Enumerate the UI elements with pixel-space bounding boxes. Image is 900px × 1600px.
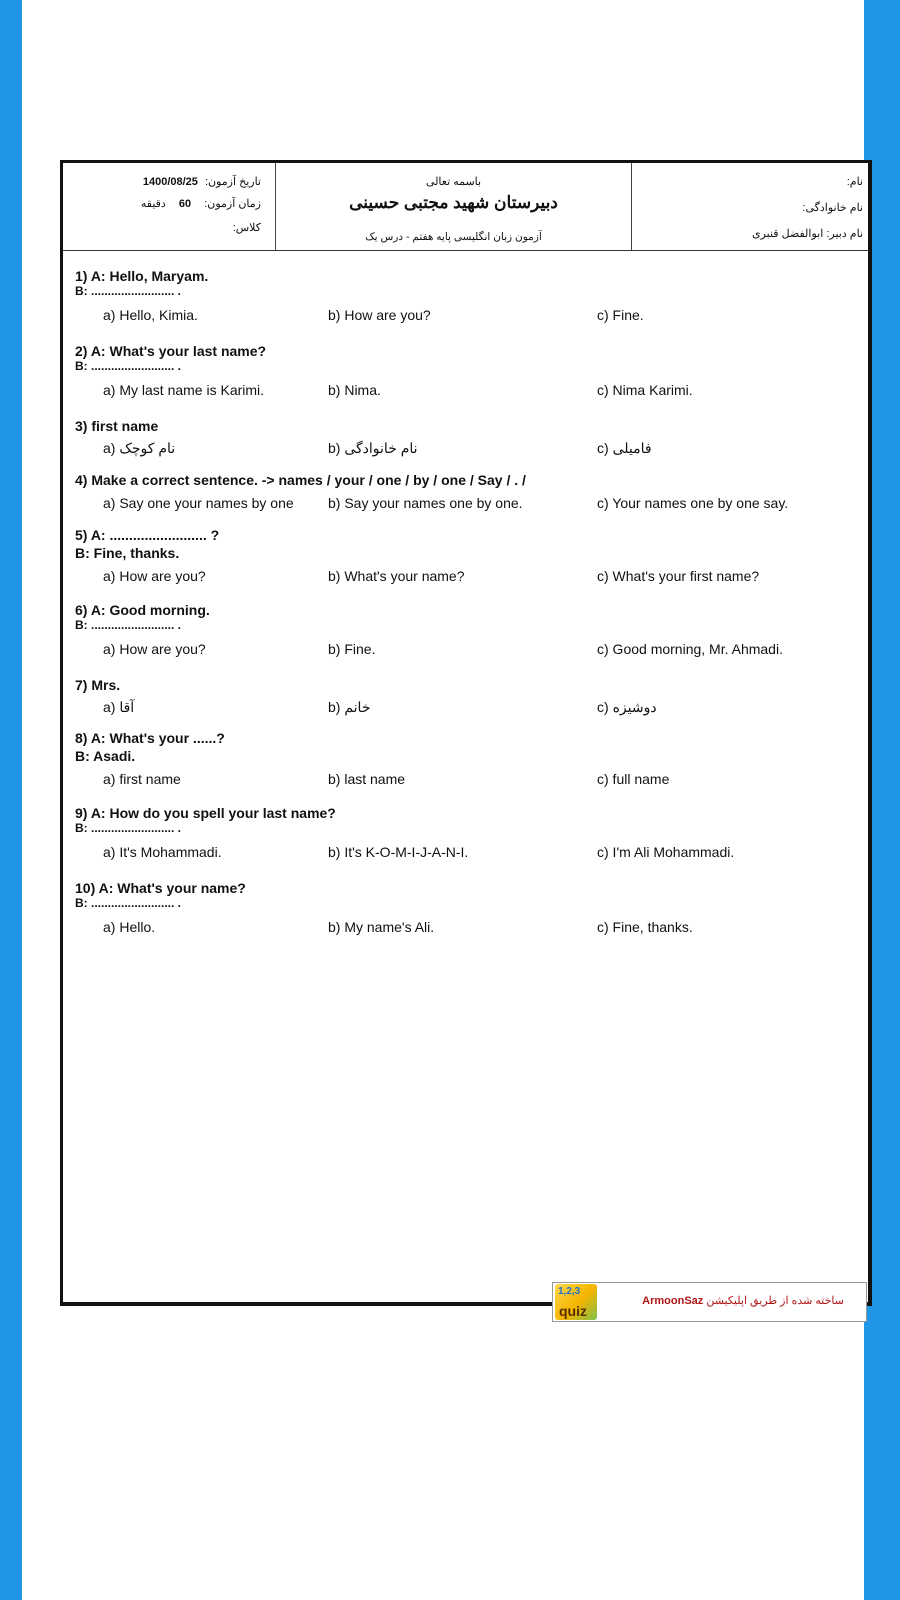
- option-c[interactable]: c) Fine.: [597, 307, 644, 323]
- answer-line: B: Asadi.: [75, 748, 136, 764]
- option-c[interactable]: c) Nima Karimi.: [597, 382, 693, 398]
- question-9: [75, 804, 865, 879]
- option-b[interactable]: b) نام خانوادگی: [328, 440, 418, 456]
- question-prompt: 1) A: Hello, Maryam.: [75, 268, 209, 284]
- question-2: [75, 342, 865, 417]
- options-row: [75, 917, 865, 937]
- option-c[interactable]: c) I'm Ali Mohammadi.: [597, 844, 735, 860]
- school-name: دبیرستان شهید مجتبی حسینی: [349, 193, 558, 212]
- header-title: [276, 163, 632, 250]
- option-b[interactable]: b) Say your names one by one.: [328, 495, 523, 511]
- option-a[interactable]: a) It's Mohammadi.: [103, 844, 222, 860]
- answer-line: B: ......................... .: [75, 896, 182, 910]
- header-basmala: باسمه تعالی: [425, 176, 482, 188]
- question-prompt: 5) A: ......................... ?: [75, 527, 220, 543]
- options-row: [75, 493, 865, 513]
- answer-line: B: Fine, thanks.: [75, 545, 180, 561]
- page-background: [22, 0, 864, 1600]
- option-b[interactable]: b) How are you?: [328, 307, 431, 323]
- question-1: [75, 267, 865, 342]
- questions-list: [75, 267, 865, 954]
- question-3: [75, 417, 865, 471]
- option-c[interactable]: c) فامیلی: [597, 440, 652, 456]
- option-c[interactable]: c) full name: [597, 771, 670, 787]
- option-c[interactable]: c) Your names one by one say.: [597, 495, 789, 511]
- question-8: [75, 729, 865, 804]
- option-a[interactable]: a) نام کوچک: [103, 440, 176, 456]
- options-row: [75, 305, 865, 325]
- question-prompt: 2) A: What's your last name?: [75, 343, 267, 359]
- watermark-text: ساخته شده از طریق اپلیکیشن ArmoonSaz: [642, 1295, 844, 1307]
- options-row: [75, 769, 865, 789]
- option-c[interactable]: c) What's your first name?: [597, 568, 760, 584]
- exam-date: تاریخ آزمون: 1400/08/25: [142, 176, 261, 188]
- answer-line: B: ......................... .: [75, 618, 182, 632]
- option-b[interactable]: b) last name: [328, 771, 406, 787]
- option-a[interactable]: a) Say one your names by one: [103, 495, 294, 511]
- option-c[interactable]: c) Fine, thanks.: [597, 919, 693, 935]
- question-prompt: 7) Mrs.: [75, 677, 121, 693]
- option-a[interactable]: a) first name: [103, 771, 181, 787]
- question-4: [75, 471, 865, 526]
- question-6: [75, 601, 865, 676]
- student-family-label: نام خانوادگی:: [802, 202, 863, 214]
- teacher-name: نام دبیر: ابوالفضل قنبری: [751, 228, 863, 240]
- option-b[interactable]: b) My name's Ali.: [328, 919, 435, 935]
- question-7: [75, 676, 865, 729]
- header-exam-info: [63, 163, 276, 250]
- option-c[interactable]: c) دوشیزه: [597, 699, 657, 715]
- option-b[interactable]: b) It's K-O-M-I-J-A-N-I.: [328, 844, 469, 860]
- option-b[interactable]: b) What's your name?: [328, 568, 465, 584]
- options-row: [75, 639, 865, 659]
- class-label: کلاس:: [232, 222, 261, 234]
- options-row: [75, 380, 865, 400]
- option-a[interactable]: a) آقا: [103, 699, 135, 715]
- question-5: [75, 526, 865, 601]
- answer-line: B: ......................... .: [75, 284, 182, 298]
- question-prompt: 8) A: What's your ......?: [75, 730, 225, 746]
- exam-header: [63, 163, 868, 251]
- answer-line: B: ......................... .: [75, 359, 182, 373]
- student-name-label: نام:: [846, 176, 863, 188]
- option-b[interactable]: b) Fine.: [328, 641, 376, 657]
- quiz-logo-icon: 1,2,3 quiz: [555, 1284, 597, 1320]
- exam-duration: زمان آزمون: 60 دقیقه: [140, 198, 261, 210]
- option-a[interactable]: a) My last name is Karimi.: [103, 382, 265, 398]
- option-b[interactable]: b) Nima.: [328, 382, 381, 398]
- option-a[interactable]: a) Hello, Kimia.: [103, 307, 198, 323]
- app-watermark-badge: [552, 1282, 867, 1322]
- options-row: [75, 566, 865, 586]
- question-prompt: 3) first name: [75, 418, 159, 434]
- options-row: [75, 842, 865, 862]
- question-prompt: 6) A: Good morning.: [75, 602, 210, 618]
- option-a[interactable]: a) How are you?: [103, 641, 206, 657]
- header-student-info: [632, 163, 869, 250]
- question-prompt: 4) Make a correct sentence. -> names / your / one / by / one / Say / . /: [75, 472, 526, 488]
- options-row: [75, 697, 865, 717]
- option-a[interactable]: a) How are you?: [103, 568, 206, 584]
- exam-title: آزمون زبان انگلیسی پایه هفتم - درس یک: [365, 231, 542, 243]
- options-row: [75, 438, 865, 458]
- exam-sheet: [60, 160, 872, 1306]
- question-prompt: 9) A: How do you spell your last name?: [75, 805, 336, 821]
- option-b[interactable]: b) خانم: [328, 699, 371, 715]
- option-c[interactable]: c) Good morning, Mr. Ahmadi.: [597, 641, 783, 657]
- option-a[interactable]: a) Hello.: [103, 919, 156, 935]
- question-10: [75, 879, 865, 954]
- answer-line: B: ......................... .: [75, 821, 182, 835]
- question-prompt: 10) A: What's your name?: [75, 880, 246, 896]
